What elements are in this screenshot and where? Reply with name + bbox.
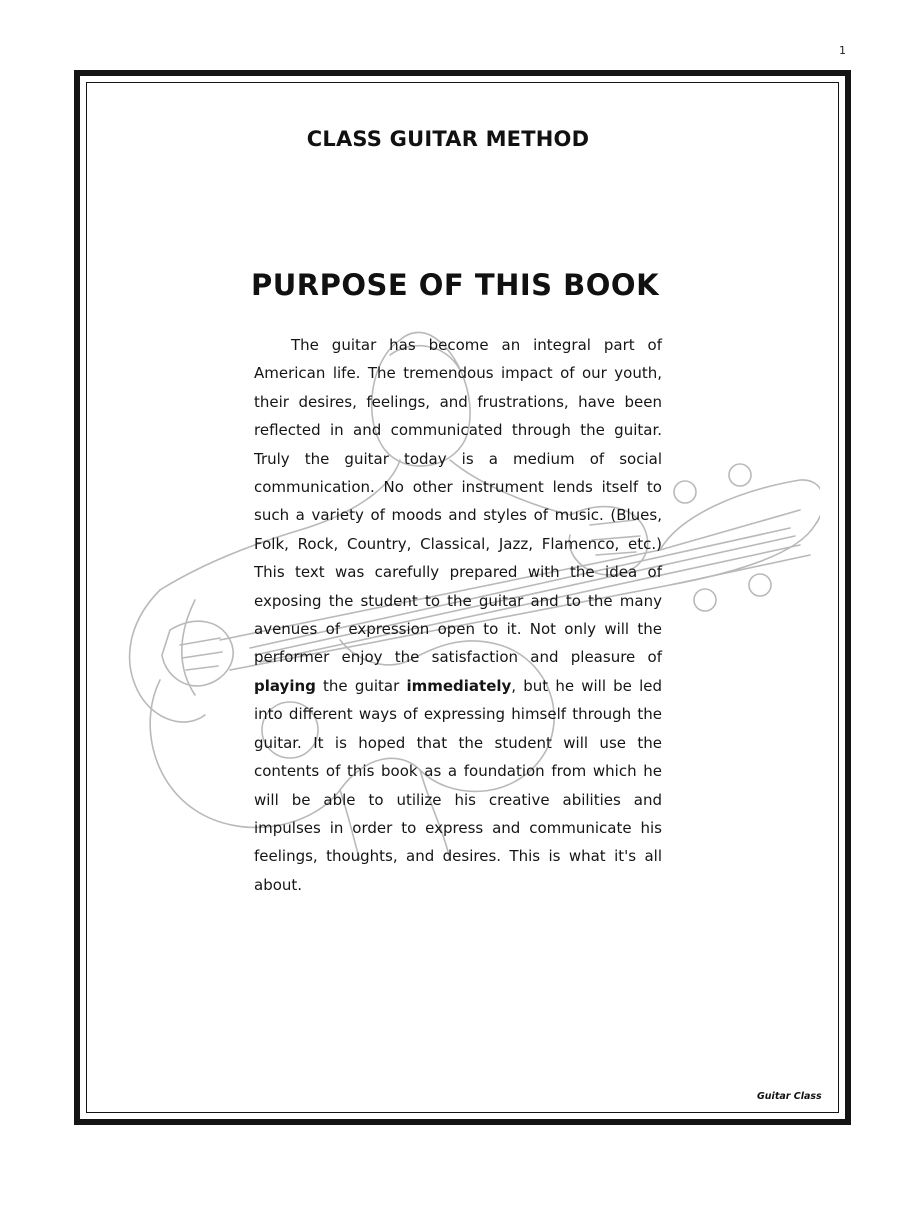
emphasis-immediately: immediately <box>406 676 512 695</box>
paragraph-text: , but he will be led into different ways of expressing himself through the guitar. It is hoped that the student will use the contents of this book as a foundation from which he will be able to utilize his creative abilities and impulses in order to express and communicate his feelings, thoughts, and desires. This is what it's all about. <box>254 676 662 894</box>
purpose-paragraph <box>254 331 662 899</box>
book-title: CLASS GUITAR METHOD <box>306 127 590 151</box>
page-heading: PURPOSE OF THIS BOOK <box>250 268 660 302</box>
emphasis-playing: playing <box>254 676 316 695</box>
paragraph-text: The guitar has become an integral part of American life. The tremendous impact of our youth, their desires, feelings, and frustrations, have been reflected in and communicated through the guitar. Truly the guitar today is a medium of social communication. No other instrument lends itself to such a variety of moods and styles of music. (Blues, Folk, Rock, Country, Classical, Jazz, Flamenco, etc.) This text was carefully prepared with the idea of exposing the student to the guitar and to the many avenues of expression open to it. Not only will the performer enjoy the satisfaction and pleasure of <box>254 336 662 667</box>
paragraph-text: the guitar <box>315 676 407 695</box>
page-number: 1 <box>839 44 846 57</box>
footer-label: Guitar Class <box>757 1091 822 1102</box>
